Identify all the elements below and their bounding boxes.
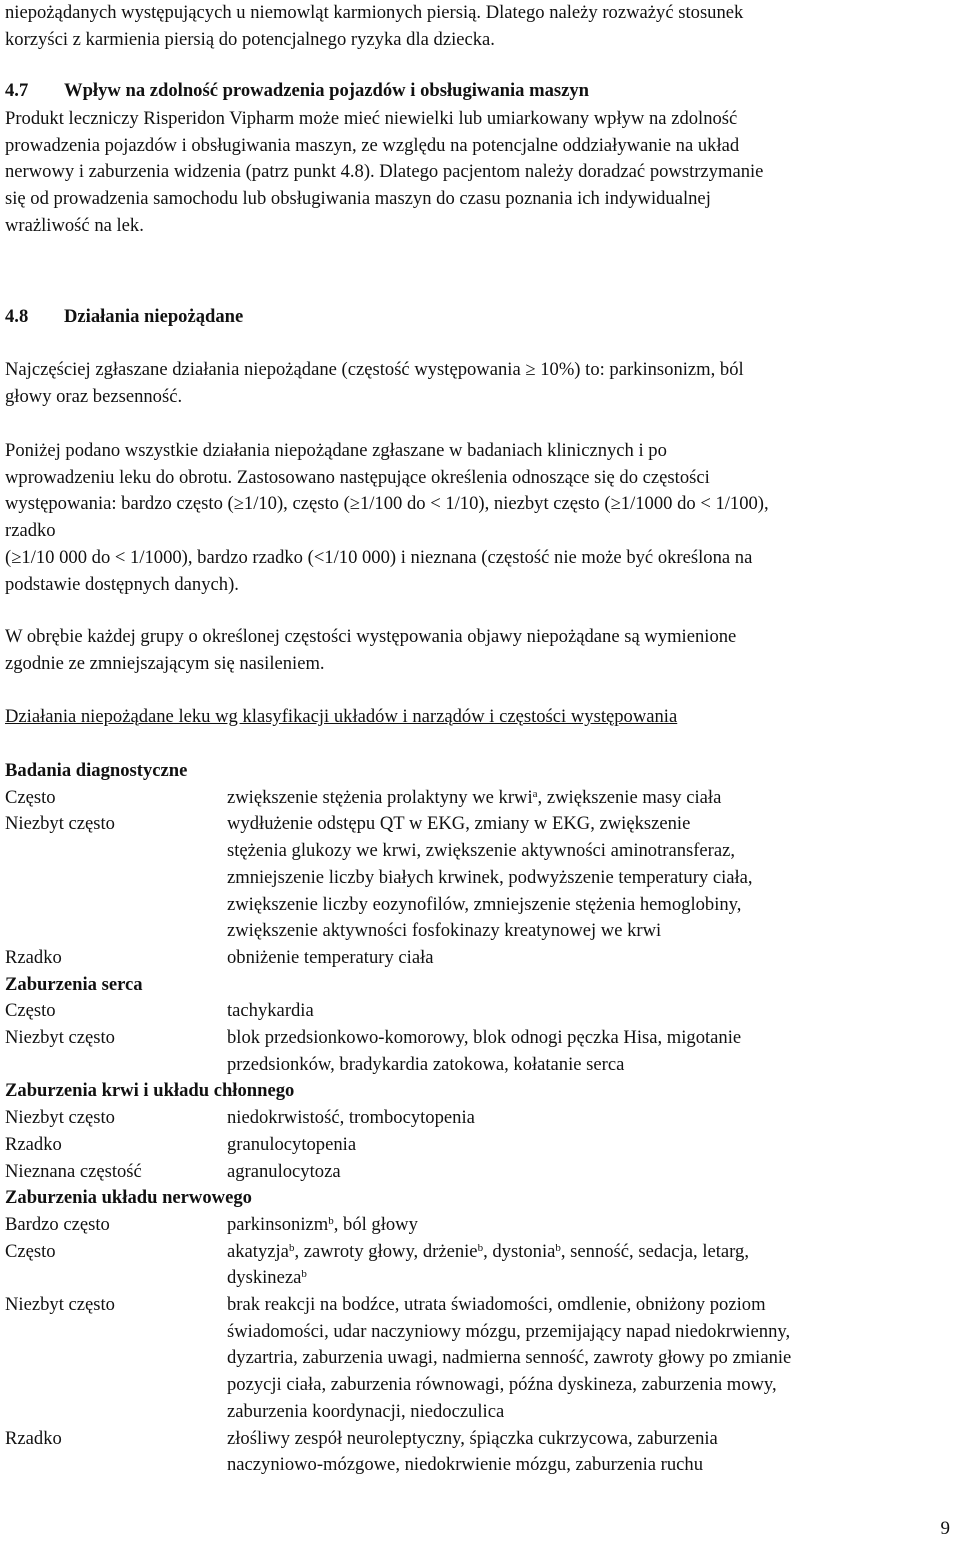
effect-description (227, 1265, 950, 1292)
effect-text: złośliwy zespół neuroleptyczny, śpiączka cukrzycowa, zaburzenia (227, 1427, 718, 1449)
effect-text: zmniejszenie liczby białych krwinek, podwyższenie temperatury ciała, (227, 866, 753, 888)
table-caption (5, 704, 950, 731)
effect-text: parkinsonizm (227, 1213, 329, 1235)
effect-text: , zawroty głowy, drżenie (294, 1240, 478, 1262)
effect-text: , senność, sedacja, letarg, (560, 1240, 749, 1262)
frequency-label (5, 1345, 227, 1372)
adverse-effect-row (5, 1372, 950, 1399)
effect-text: naczyniowo-mózgowe, niedokrwienie mózgu, zaburzenia ruchu (227, 1454, 704, 1476)
frequency-label: Nieznana częstość (5, 1160, 142, 1182)
adverse-effect-row (5, 945, 950, 972)
adverse-effect-row (5, 1159, 950, 1186)
effect-text: zwiększenie stężenia prolaktyny we krwi (227, 786, 533, 808)
effect-description (227, 1319, 950, 1346)
effect-text: pozycji ciała, zaburzenia równowagi, późna dyskineza, zaburzenia mowy, (227, 1374, 777, 1396)
adverse-effect-row (5, 811, 950, 838)
adverse-effect-row (5, 892, 950, 919)
common-effects-paragraph (5, 357, 950, 410)
section-4-8-heading (5, 304, 950, 331)
text-line: prowadzenia pojazdów i obsługiwania maszyn, ze względu na potencjalne oddziaływanie na układ (5, 134, 740, 156)
severity-order-paragraph (5, 624, 950, 677)
adverse-effect-row (5, 1052, 950, 1079)
adverse-effect-row (5, 1452, 950, 1479)
frequency-label: Niezbyt często (5, 1027, 115, 1049)
effect-description (227, 998, 950, 1025)
adverse-effect-row (5, 838, 950, 865)
effect-description (227, 1212, 950, 1239)
frequency-label (5, 892, 227, 919)
adverse-effect-row (5, 1212, 950, 1239)
text-line: Poniżej podano wszystkie działania niepożądane zgłaszane w badaniach klinicznych i po (5, 440, 667, 461)
effect-text: zaburzenia koordynacji, niedoczulica (227, 1400, 505, 1422)
frequency-label: Niezbyt często (5, 1294, 115, 1316)
frequency-label: Często (5, 786, 56, 808)
effect-description (227, 865, 950, 892)
frequency-label: Rzadko (5, 1133, 62, 1155)
frequency-label: Często (5, 1000, 56, 1022)
frequency-label: Rzadko (5, 946, 62, 968)
effect-description (227, 1105, 950, 1132)
effect-description (227, 1292, 950, 1319)
frequency-label (5, 1052, 227, 1079)
adverse-effect-row (5, 785, 950, 812)
effect-description (227, 1159, 950, 1186)
text-line: wprowadzeniu leku do obrotu. Zastosowano następujące określenia odnoszące się do częstości (5, 466, 710, 488)
effect-text: dyskineza (227, 1267, 302, 1289)
effect-text: świadomości, udar naczyniowy mózgu, przemijający napad niedokrwienny, (227, 1320, 791, 1342)
frequency-label (5, 1265, 227, 1292)
effect-description (227, 1372, 950, 1399)
effect-text: blok przedsionkowo-komorowy, blok odnogi pęczka Hisa, migotanie (227, 1027, 742, 1049)
adverse-effect-row (5, 1345, 950, 1372)
system-organ-class-heading: Zaburzenia krwi i układu chłonnego (5, 1080, 295, 1102)
effect-description (227, 1452, 950, 1479)
page-number: 9 (940, 1518, 950, 1539)
text-line: korzyści z karmienia piersią do potencjalnego ryzyka dla dziecka. (5, 28, 495, 50)
frequency-label (5, 1372, 227, 1399)
adverse-effect-row (5, 918, 950, 945)
effect-description (227, 892, 950, 919)
frequency-label (5, 918, 227, 945)
effect-text: wydłużenie odstępu QT w EKG, zmiany w EKG, zwiększenie (227, 813, 691, 835)
frequency-label: Często (5, 1240, 56, 1262)
effect-description (227, 785, 950, 812)
frequency-label (5, 1399, 227, 1426)
effect-text: , dystonia (483, 1240, 556, 1262)
adverse-effect-row (5, 1319, 950, 1346)
gte-symbol: ≥ (525, 359, 536, 380)
adverse-effect-row (5, 1132, 950, 1159)
text-line: rzadko (5, 520, 56, 542)
effect-description (227, 945, 950, 972)
text-line: występowania: bardzo często (≥1/10), często (≥1/100 do < 1/10), niezbyt często (≥1/1000 do < 1/100), (5, 493, 769, 515)
frequency-label (5, 1452, 227, 1479)
effect-description (227, 1239, 950, 1266)
frequency-definition-paragraph (5, 438, 950, 598)
effect-text: obniżenie temperatury ciała (227, 946, 434, 968)
system-organ-class-heading: Zaburzenia układu nerwowego (5, 1187, 252, 1209)
adverse-effect-row (5, 1292, 950, 1319)
effect-description (227, 1399, 950, 1426)
effect-description (227, 1025, 950, 1052)
adverse-effect-row (5, 1265, 950, 1292)
adverse-effect-row (5, 1426, 950, 1453)
adverse-effects-list (5, 758, 950, 1479)
frequency-label (5, 838, 227, 865)
effect-text: przedsionków, bradykardia zatokowa, kołatanie serca (227, 1053, 625, 1075)
text-line: podstawie dostępnych danych). (5, 573, 239, 595)
section-number: 4.8 (5, 306, 29, 327)
adverse-effect-row (5, 865, 950, 892)
footnote-marker: a (532, 787, 538, 800)
effect-description (227, 1345, 950, 1372)
text-line: zgodnie ze zmniejszającym się nasileniem. (5, 652, 325, 674)
text-line: głowy oraz bezsenność. (5, 385, 183, 407)
text-line: nerwowy i zaburzenia widzenia (patrz punkt 4.8). Dlatego pacjentom należy doradzać powstrzymanie (5, 161, 764, 183)
text-line: wrażliwość na lek. (5, 214, 144, 236)
adverse-effect-row (5, 1399, 950, 1426)
effect-description (227, 1052, 950, 1079)
effect-text: zwiększenie liczby eozynofilów, zmniejszenie stężenia hemoglobiny, (227, 893, 742, 915)
text-line: Produkt leczniczy Risperidon Vipharm może mieć niewielki lub umiarkowany wpływ na zdolność (5, 108, 738, 129)
frequency-label: Niezbyt często (5, 1107, 115, 1129)
frequency-label: Niezbyt często (5, 813, 115, 835)
footnote-marker: b (328, 1214, 334, 1227)
effect-text: brak reakcji na bodźce, utrata świadomości, omdlenie, obniżony poziom (227, 1294, 766, 1316)
section-4-7-heading (5, 78, 950, 105)
footnote-marker: b (301, 1268, 307, 1281)
effect-text: niedokrwistość, trombocytopenia (227, 1107, 475, 1129)
section-number: 4.7 (5, 80, 29, 101)
adverse-effect-row (5, 1025, 950, 1052)
footnote-marker: b (477, 1241, 484, 1254)
system-organ-class-heading: Zaburzenia serca (5, 973, 143, 995)
adverse-effect-row (5, 1105, 950, 1132)
effect-text: stężenia glukozy we krwi, zwiększenie aktywności aminotransferaz, (227, 840, 736, 862)
effect-text: akatyzja (227, 1240, 289, 1262)
effect-description (227, 811, 950, 838)
frequency-label (5, 865, 227, 892)
text-line: Najczęściej zgłaszane działania niepożądane (częstość występowania ≥ 10%) to: parkinsonizm, ból (5, 357, 950, 384)
system-organ-class-heading: Badania diagnostyczne (5, 760, 188, 781)
intro-paragraph (5, 0, 950, 53)
effect-text: granulocytopenia (227, 1133, 357, 1155)
section-title: Wpływ na zdolność prowadzenia pojazdów i obsługiwania maszyn (64, 80, 590, 101)
effect-text: dyzartria, zaburzenia uwagi, nadmierna senność, zawroty głowy po zmianie (227, 1347, 792, 1369)
text-line: niepożądanych występujących u niemowląt karmionych piersią. Dlatego należy rozważyć stosunek (5, 2, 744, 23)
frequency-label: Rzadko (5, 1427, 62, 1449)
text-line: się od prowadzenia samochodu lub obsługiwania maszyn do czasu poznania ich indywidualnej (5, 188, 711, 210)
section-4-7-paragraph (5, 106, 950, 240)
section-title: Działania niepożądane (64, 306, 244, 327)
effect-text: zwiększenie aktywności fosfokinazy kreatynowej we krwi (227, 920, 662, 942)
footnote-marker: b (288, 1241, 295, 1254)
effect-description (227, 838, 950, 865)
effect-text: , ból głowy (333, 1213, 418, 1235)
adverse-effect-row (5, 998, 950, 1025)
adverse-effect-row (5, 1239, 950, 1266)
effect-text: tachykardia (227, 1000, 314, 1022)
table-caption-text: Działania niepożądane leku wg klasyfikacji układów i narządów i częstości występowania (5, 706, 678, 727)
effect-description (227, 1426, 950, 1453)
frequency-label: Bardzo często (5, 1213, 110, 1235)
text-line: (≥1/10 000 do < 1/1000), bardzo rzadko (<1/10 000) i nieznana (częstość nie może być określona na (5, 546, 753, 568)
effect-text: agranulocytoza (227, 1160, 341, 1182)
effect-description (227, 1132, 950, 1159)
effect-text: , zwiększenie masy ciała (537, 786, 722, 808)
text-line: W obrębie każdej grupy o określonej częstości występowania objawy niepożądane są wymienione (5, 626, 737, 647)
effect-description (227, 918, 950, 945)
footnote-marker: b (555, 1241, 561, 1254)
frequency-label (5, 1319, 227, 1346)
